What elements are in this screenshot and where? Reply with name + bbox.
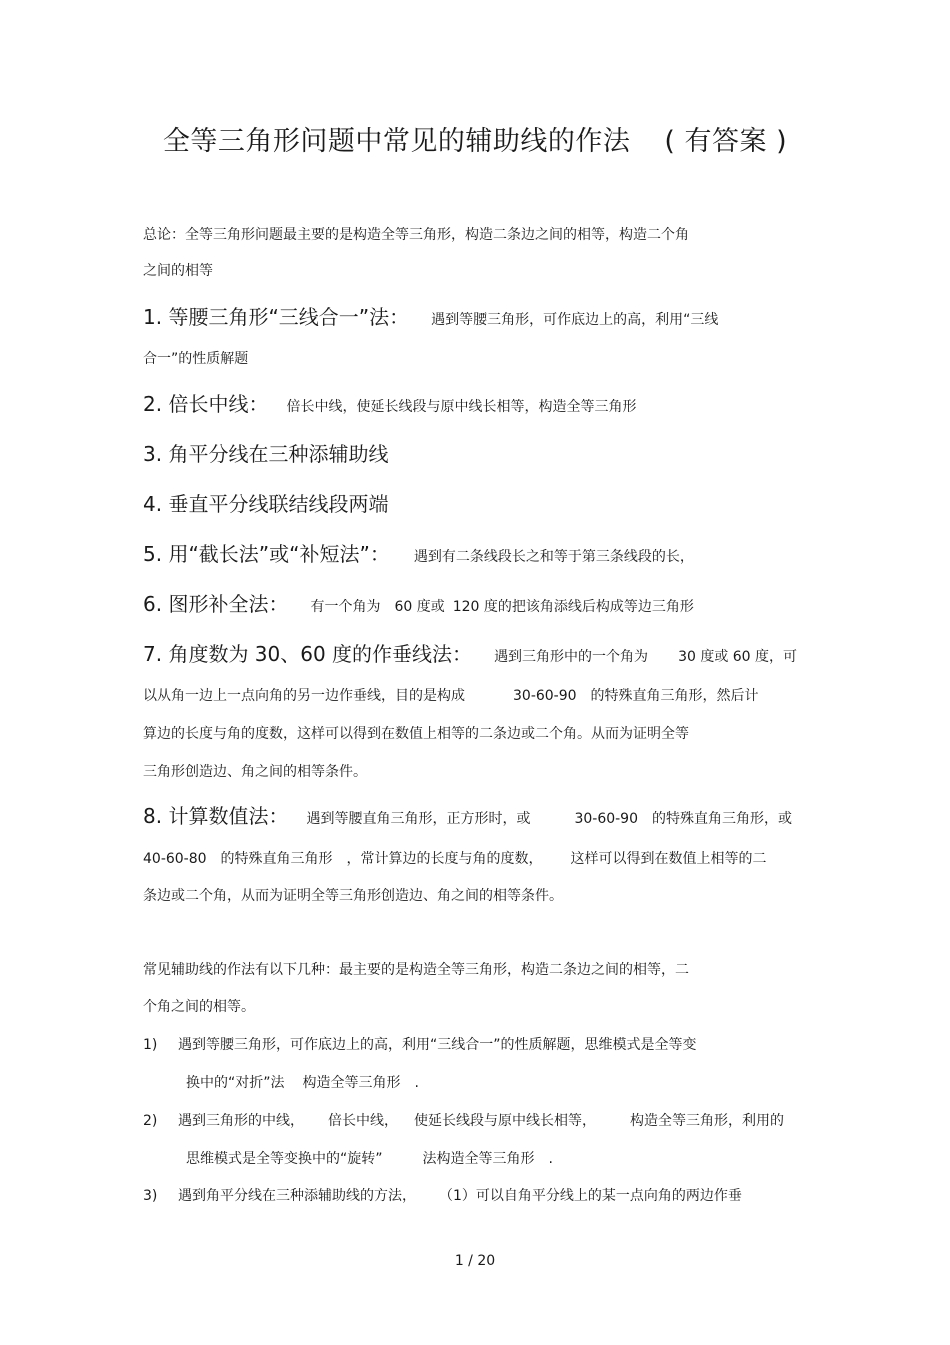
method-7-heading: 7. 角度数为 30、60 度的作垂线法： [143, 642, 473, 666]
method-1 [143, 303, 718, 334]
method-1-continuation: 合一”的性质解题 [143, 351, 249, 367]
item-1-cont-a: 换中的“对折”法 [186, 1075, 285, 1091]
method-8 [143, 802, 792, 833]
method-7-continuation-1 [143, 686, 759, 706]
method-6-text-a: 有一个角为 [310, 599, 381, 615]
item-2-cont-c: . [548, 1151, 553, 1167]
common-line-2: 个角之间的相等。 [143, 999, 255, 1015]
method-5-text: 遇到有二条线段长之和等于第三条线段的长， [413, 549, 694, 565]
method-7-cont-a3: 的特殊直角三角形，然后计 [590, 688, 759, 704]
method-8-cont-a1: 40-60-80 [143, 851, 207, 867]
item-2-text [178, 1111, 784, 1131]
page-number: 1 / 20 [454, 1253, 496, 1269]
method-8-continuation-1 [143, 849, 767, 869]
method-7-cont-a1: 以从角一边上一点向角的另一边作垂线，目的是构成 [143, 688, 465, 704]
item-3-text [178, 1186, 742, 1206]
method-4-heading: 4. 垂直平分线联结线段两端 [143, 492, 389, 516]
item-2-cont-a: 思维模式是全等变换中的“旋转” [186, 1151, 383, 1167]
item-2-text-c: 使延长线段与原中线长相等， [414, 1113, 596, 1129]
method-6 [143, 590, 694, 621]
method-7-text-a: 遇到三角形中的一个角为 [494, 649, 649, 665]
item-1-text: 遇到等腰三角形，可作底边上的高，利用“三线合一”的性质解题，思维模式是全等变 [178, 1037, 697, 1053]
item-1-number: 1) [143, 1037, 158, 1053]
item-2-cont-b: 法构造全等三角形 [422, 1151, 535, 1167]
title-main: 全等三角形问题中常见的辅助线的作法 [162, 126, 631, 157]
method-8-heading: 8. 计算数值法： [143, 804, 289, 828]
method-3-heading: 3. 角平分线在三种添辅助线 [143, 442, 389, 466]
item-3-text-a: 遇到角平分线在三种添辅助线的方法， [178, 1188, 416, 1204]
method-8-text-a: 遇到等腰直角三角形，正方形时，或 [306, 811, 531, 827]
method-5 [143, 540, 694, 571]
method-1-text: 遇到等腰三角形，可作底边上的高，利用“三线 [431, 312, 719, 328]
method-4 [143, 490, 388, 520]
summary-line-1: 总论：全等三角形问题最主要的是构造全等三角形，构造二条边之间的相等，构造二个角 [143, 227, 689, 243]
method-7 [143, 640, 797, 671]
method-1-heading: 1. 等腰三角形“三线合一”法： [143, 305, 410, 329]
item-2-text-d: 构造全等三角形，利用的 [630, 1113, 784, 1129]
method-8-cont-a3: ，常计算边的长度与角的度数， [346, 851, 543, 867]
method-8-text-b: 30-60-90 [574, 811, 638, 827]
item-3-number: 3) [143, 1188, 158, 1204]
item-2-text-b: 倍长中线， [328, 1113, 398, 1129]
item-1-continuation [186, 1073, 419, 1093]
method-3 [143, 440, 388, 470]
common-line-1: 常见辅助线的作法有以下几种：最主要的是构造全等三角形，构造二条边之间的相等，二 [143, 962, 689, 978]
method-2-heading: 2. 倍长中线： [143, 392, 269, 416]
item-3-text-b: （1）可以自角平分线上的某一点向角的两边作垂 [446, 1188, 742, 1204]
item-2-continuation [186, 1149, 553, 1169]
method-5-heading: 5. 用“截长法”或“补短法”： [143, 542, 390, 566]
method-8-cont-a4: 这样可以得到在数值上相等的二 [570, 851, 767, 867]
method-7-continuation-3: 三角形创造边、角之间的相等条件。 [143, 764, 367, 780]
method-8-text-c: 的特殊直角三角形，或 [652, 811, 792, 827]
method-8-continuation-2: 条边或二个角，从而为证明全等三角形创造边、角之间的相等条件。 [143, 888, 563, 904]
item-1-cont-c: . [414, 1075, 419, 1091]
method-6-text-b: 60 度或 [394, 599, 445, 615]
item-1-cont-b: 构造全等三角形 [302, 1075, 401, 1091]
method-7-cont-a2: 30-60-90 [513, 688, 577, 704]
method-2-text: 倍长中线，使延长线段与原中线长相等，构造全等三角形 [286, 399, 637, 415]
method-7-continuation-2: 算边的长度与角的度数，这样可以得到在数值上相等的二条边或二个角。从而为证明全等 [143, 726, 689, 742]
title-suffix: ( 有答案 ) [664, 126, 788, 157]
method-6-text-c: 120 度的把该角添线后构成等边三角形 [452, 599, 694, 615]
method-7-text-b: 30 度或 60 度，可 [678, 649, 798, 665]
item-2-text-a: 遇到三角形的中线， [178, 1113, 304, 1129]
summary-line-2: 之间的相等 [143, 263, 213, 279]
item-2-number: 2) [143, 1113, 158, 1129]
method-6-heading: 6. 图形补全法： [143, 592, 289, 616]
document-title [0, 122, 950, 162]
method-2 [143, 390, 636, 421]
method-8-cont-a2: 的特殊直角三角形 [220, 851, 333, 867]
